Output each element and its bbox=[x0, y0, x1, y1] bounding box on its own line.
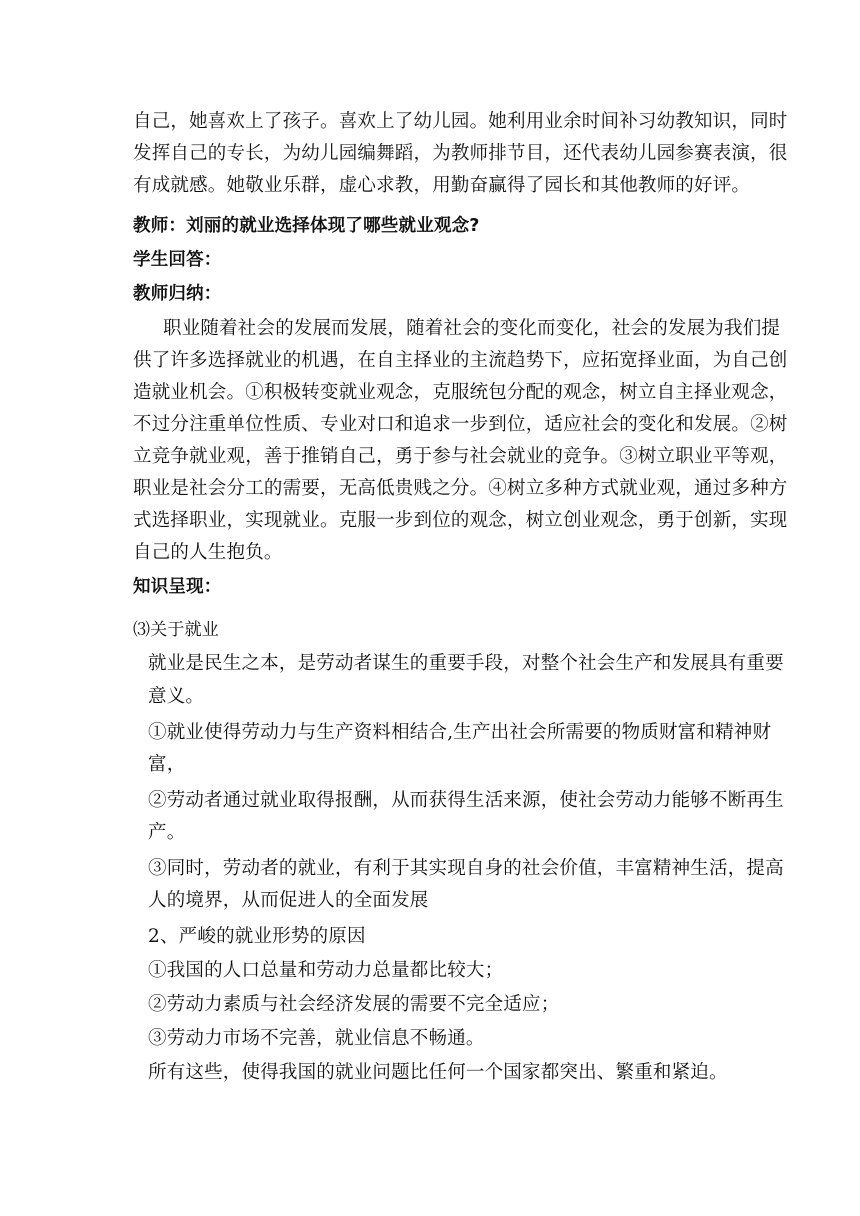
reason-2: ②劳动力素质与社会经济发展的需要不完全适应； bbox=[148, 994, 560, 1015]
intro-line-2: 发挥自己的专长，为幼儿园编舞蹈，为教师排节目，还代表幼儿园参赛表演，很 bbox=[133, 143, 788, 164]
employment-line-7: ③同时，劳动者的就业，有利于其实现自身的社会价值，丰富精神生活，提高 bbox=[148, 858, 784, 879]
employment-line-1: 就业是民生之本，是劳动者谋生的重要手段，对整个社会生产和发展具有重要 bbox=[148, 653, 784, 674]
summary-line-2: 供了许多选择就业的机遇，在自主择业的主流趋势下，应拓宽择业面，为自己创 bbox=[133, 350, 788, 371]
summary-line-8: 自己的人生抱负。 bbox=[133, 542, 283, 563]
section-about-employment: ⑶关于就业 bbox=[133, 620, 219, 640]
conclusion: 所有这些，使得我国的就业问题比任何一个国家都突出、繁重和紧迫。 bbox=[148, 1062, 728, 1083]
teacher-question: 教师：刘丽的就业选择体现了哪些就业观念? bbox=[133, 216, 480, 236]
summary-line-6: 职业是社会分工的需要，无高低贵贱之分。④树立多种方式就业观，通过多种方 bbox=[133, 478, 788, 499]
employment-line-6: 产。 bbox=[148, 822, 186, 843]
section-severe-situation: 2、严峻的就业形势的原因 bbox=[148, 926, 366, 947]
employment-line-8: 人的境界，从而促进人的全面发展 bbox=[148, 890, 429, 911]
teacher-summary-label: 教师归纳： bbox=[133, 284, 222, 304]
summary-line-1: 职业随着社会的发展而发展，随着社会的变化而变化，社会的发展为我们提 bbox=[163, 318, 781, 339]
summary-line-4: 不过分注重单位性质、专业对口和追求一步到位，适应社会的变化和发展。②树 bbox=[133, 414, 788, 435]
employment-line-4: 富， bbox=[148, 754, 186, 775]
student-answer-label: 学生回答： bbox=[133, 250, 222, 270]
employment-line-3: ①就业使得劳动力与生产资料相结合,生产出社会所需要的物质财富和精神财 bbox=[148, 722, 772, 743]
employment-line-2: 意义。 bbox=[148, 686, 205, 707]
summary-line-7: 式选择职业，实现就业。克服一步到位的观念，树立创业观念，勇于创新，实现 bbox=[133, 510, 788, 531]
reason-3: ③劳动力市场不完善，就业信息不畅通。 bbox=[148, 1028, 485, 1049]
knowledge-label: 知识呈现： bbox=[133, 577, 222, 597]
summary-line-3: 造就业机会。①积极转变就业观念，克服统包分配的观念，树立自主择业观念， bbox=[133, 382, 788, 403]
summary-line-5: 立竞争就业观，善于推销自己，勇于参与社会就业的竞争。③树立职业平等观， bbox=[133, 446, 788, 467]
intro-line-1: 自己，她喜欢上了孩子。喜欢上了幼儿园。她利用业余时间补习幼教知识，同时 bbox=[133, 111, 788, 132]
reason-1: ①我国的人口总量和劳动力总量都比较大； bbox=[148, 960, 504, 981]
employment-line-5: ②劳动者通过就业取得报酬，从而获得生活来源，使社会劳动力能够不断再生 bbox=[148, 790, 784, 811]
intro-line-3: 有成就感。她敬业乐群，虚心求教，用勤奋赢得了园长和其他教师的好评。 bbox=[133, 175, 751, 196]
